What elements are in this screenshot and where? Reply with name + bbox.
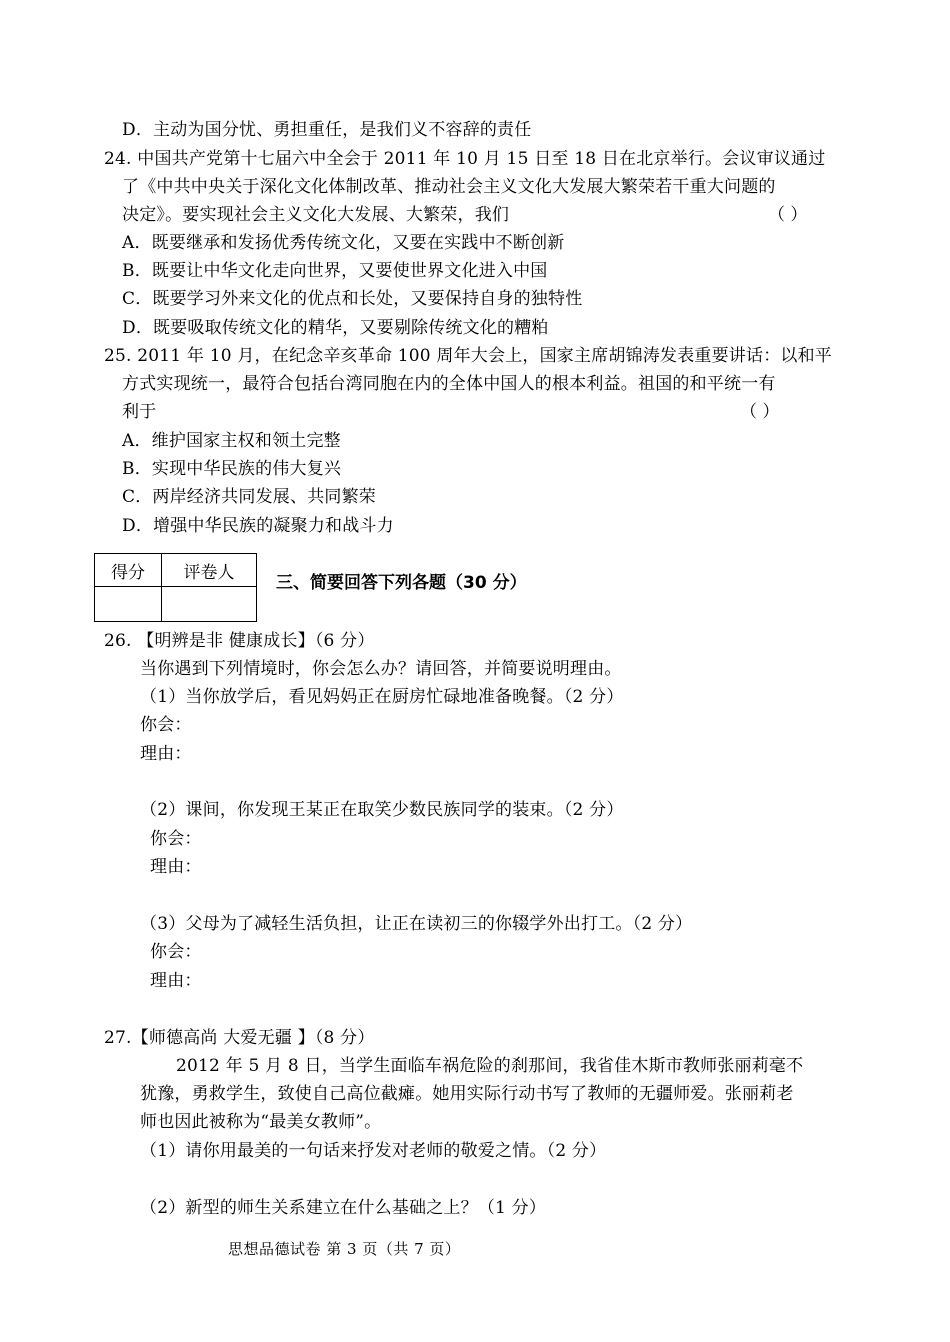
q27-passage-line-1: 2012 年 5 月 8 日，当学生面临车祸危险的刹那间，我省佳木斯市教师张丽莉毫不 (176, 1056, 804, 1076)
q25-option-d: D．增强中华民族的凝聚力和战斗力 (122, 516, 394, 536)
q25-stem-line-2: 方式实现统一，最符合包括台湾同胞在内的全体中国人的根本利益。祖国的和平统一有 (122, 374, 776, 394)
q27-passage-line-3: 师也因此被称为“最美女教师”。 (140, 1112, 382, 1132)
q25-answer-blank: （ ） (740, 402, 780, 422)
q24-stem-line-3: 决定》。要实现社会主义文化大发展、大繁荣，我们 (122, 205, 510, 225)
q25-option-b: B．实现中华民族的伟大复兴 (122, 459, 342, 479)
q25-stem-line-3: 利于 (122, 402, 157, 422)
q26-s3-reason: 理由： (150, 971, 202, 991)
grader-entry-cell (162, 587, 257, 622)
q26-situation-3: （3）父母为了减轻生活负担，让正在读初三的你辍学外出打工。（2 分） (140, 914, 693, 934)
section-title: 三、简要回答下列各题（30 分） (276, 573, 527, 593)
q24-answer-blank: （ ） (768, 205, 808, 225)
score-box (94, 553, 257, 622)
q26-s2-reason: 理由： (150, 857, 202, 877)
q25-option-c: C．两岸经济共同发展、共同繁荣 (122, 487, 377, 507)
q26-s1-will: 你会： (140, 715, 192, 735)
score-label: 得分 (95, 554, 162, 587)
q27-subquestion-1: （1）请你用最美的一句话来抒发对老师的敬爱之情。（2 分） (140, 1141, 607, 1161)
q23-option-d: D．主动为国分忧、勇担重任，是我们义不容辞的责任 (122, 120, 532, 140)
q26-situation-2: （2）课间，你发现王某正在取笑少数民族同学的装束。（2 分） (140, 800, 624, 820)
q26-s1-reason: 理由： (140, 744, 192, 764)
grader-label: 评卷人 (162, 554, 257, 587)
page-footer: 思想品德试卷 第 3 页（共 7 页） (228, 1240, 461, 1258)
q24-option-d: D．既要吸取传统文化的精华，又要剔除传统文化的糟粕 (122, 318, 549, 338)
q24-stem-line-1: 24. 中国共产党第十七届六中全会于 2011 年 10 月 15 日至 18 日在北京举行。会议审议通过 (104, 149, 826, 169)
q24-option-a: A．既要继承和发扬优秀传统文化，又要在实践中不断创新 (122, 233, 565, 253)
q26-s3-will: 你会： (150, 942, 202, 962)
q26-title: 26. 【明辨是非 健康成长】（6 分） (104, 631, 375, 651)
q24-stem-line-2: 了《中共中央关于深化文化体制改革、推动社会主义文化大发展大繁荣若干重大问题的 (122, 177, 776, 197)
q26-intro: 当你遇到下列情境时，你会怎么办？请回答，并简要说明理由。 (140, 659, 622, 679)
q25-option-a: A．维护国家主权和领土完整 (122, 431, 341, 451)
score-entry-cell (95, 587, 162, 622)
q24-option-c: C．既要学习外来文化的优点和长处，又要保持自身的独特性 (122, 289, 583, 309)
q26-s2-will: 你会： (150, 829, 202, 849)
q27-subquestion-2: （2）新型的师生关系建立在什么基础之上？（1 分） (140, 1198, 547, 1218)
q25-stem-line-1: 25. 2011 年 10 月，在纪念辛亥革命 100 周年大会上，国家主席胡锦涛发表重要讲话：以和平 (104, 346, 833, 366)
q27-passage-line-2: 犹豫，勇救学生，致使自己高位截瘫。她用实际行动书写了教师的无疆师爱。张丽莉老 (140, 1084, 794, 1104)
q24-option-b: B．既要让中华文化走向世界，又要使世界文化进入中国 (122, 261, 548, 281)
q27-title: 27.【师德高尚 大爱无疆 】（8 分） (104, 1028, 375, 1048)
q26-situation-1: （1）当你放学后，看见妈妈正在厨房忙碌地准备晚餐。（2 分） (140, 687, 624, 707)
